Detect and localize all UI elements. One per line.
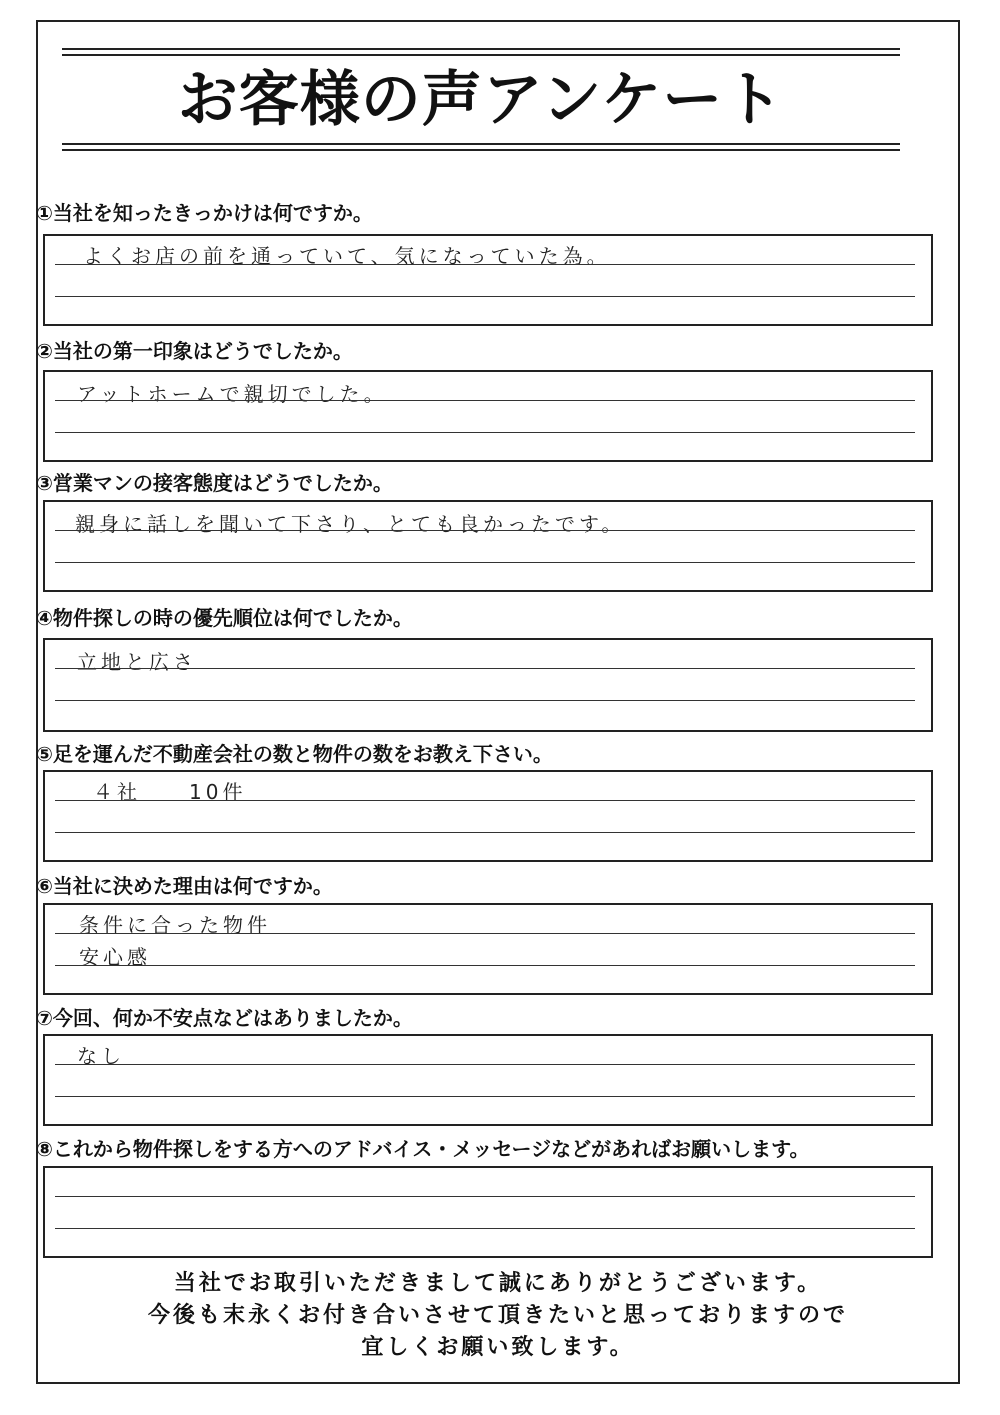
answer-box-8 (43, 1166, 933, 1258)
question-4: ④物件探しの時の優先順位は何でしたか。 (36, 606, 413, 630)
answer-rule (55, 700, 915, 701)
answer-box-2 (43, 370, 933, 462)
answer-rule (55, 668, 915, 669)
answer-5-line-1: ４社 10件 (93, 780, 247, 804)
answer-rule (55, 1228, 915, 1229)
question-1: ①当社を知ったきっかけは何ですか。 (36, 201, 373, 225)
answer-6-line-1: 条件に合った物件 (79, 913, 271, 937)
answer-6-line-2: 安心感 (79, 945, 151, 969)
answer-rule (55, 800, 915, 801)
closing-line-3: 宜しくお願い致します。 (361, 1334, 635, 1360)
title-rule-bottom (62, 143, 900, 151)
answer-box-7 (43, 1034, 933, 1126)
page-title: お客様の声アンケート (177, 65, 785, 135)
answer-7-line-1: なし (77, 1044, 125, 1068)
closing-line-2: 今後も末永くお付き合いさせて頂きたいと思っておりますので (147, 1302, 848, 1328)
answer-4-line-1: 立地と広さ (77, 650, 197, 674)
answer-rule (55, 965, 915, 966)
answer-box-4 (43, 638, 933, 732)
answer-box-3 (43, 500, 933, 592)
question-2: ②当社の第一印象はどうでしたか。 (36, 339, 353, 363)
answer-box-1 (43, 234, 933, 326)
answer-rule (55, 562, 915, 563)
answer-rule (55, 400, 915, 401)
question-7: ⑦今回、何か不安点などはありましたか。 (36, 1006, 413, 1030)
answer-rule (55, 1064, 915, 1065)
answer-rule (55, 1096, 915, 1097)
answer-box-5 (43, 770, 933, 862)
answer-3-line-1: 親身に話しを聞いて下さり、とても良かったです。 (75, 512, 626, 536)
answer-rule (55, 432, 915, 433)
answer-rule (55, 264, 915, 265)
question-6: ⑥当社に決めた理由は何ですか。 (36, 874, 333, 898)
answer-rule (55, 832, 915, 833)
question-3: ③営業マンの接客態度はどうでしたか。 (36, 471, 393, 495)
answer-1-line-1: よくお店の前を通っていて、気になっていた為。 (83, 244, 611, 268)
question-5: ⑤足を運んだ不動産会社の数と物件の数をお教え下さい。 (36, 742, 553, 766)
answer-rule (55, 933, 915, 934)
answer-box-6 (43, 903, 933, 995)
title-rule-top (62, 48, 900, 56)
answer-rule (55, 530, 915, 531)
answer-2-line-1: アットホームで親切でした。 (77, 382, 388, 406)
closing-line-1: 当社でお取引いただきまして誠にありがとうございます。 (173, 1270, 823, 1296)
answer-rule (55, 296, 915, 297)
answer-rule (55, 1196, 915, 1197)
question-8: ⑧これから物件探しをする方へのアドバイス・メッセージなどがあればお願いします。 (36, 1137, 810, 1161)
